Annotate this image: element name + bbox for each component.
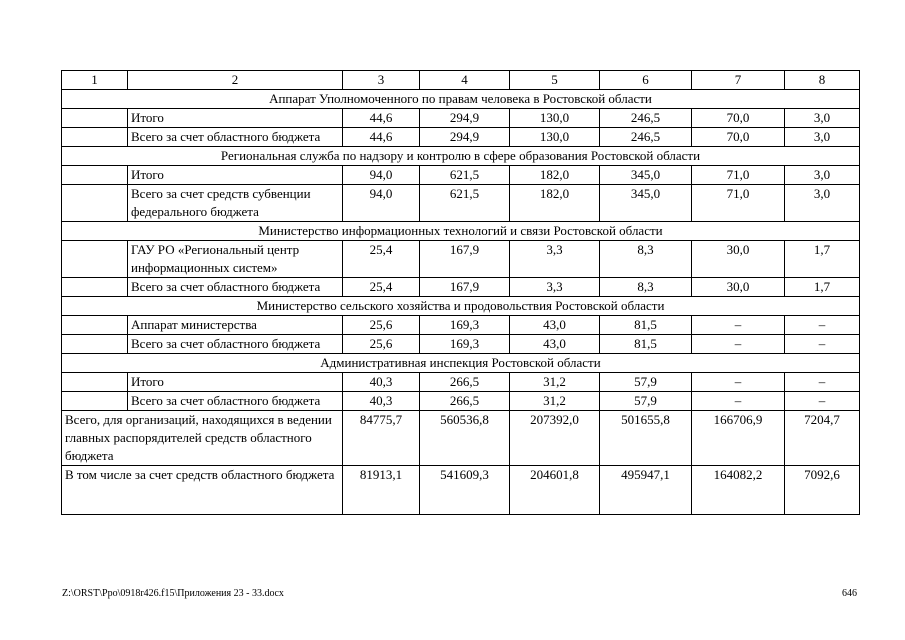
table-row xyxy=(62,316,860,335)
value-cell: 266,5 xyxy=(420,373,510,392)
total-value-cell: 541609,3 xyxy=(420,466,510,515)
value-cell: 345,0 xyxy=(600,166,692,185)
table-row xyxy=(62,241,860,278)
total-value-cell: 166706,9 xyxy=(692,411,785,466)
section-title-row xyxy=(62,222,860,241)
total-value-cell: 207392,0 xyxy=(510,411,600,466)
footer-file-path: Z:\ORST\Ppo\0918r426.f15\Приложения 23 - 33.docx xyxy=(62,588,284,599)
value-cell: 81,5 xyxy=(600,316,692,335)
section-title-row xyxy=(62,297,860,316)
value-cell: 43,0 xyxy=(510,335,600,354)
total-value-cell: 495947,1 xyxy=(600,466,692,515)
total-row xyxy=(62,466,860,515)
value-cell: 25,6 xyxy=(343,316,420,335)
section-title: Административная инспекция Ростовской области xyxy=(62,354,860,373)
total-value-cell: 204601,8 xyxy=(510,466,600,515)
table-row xyxy=(62,109,860,128)
value-cell: – xyxy=(785,316,860,335)
value-cell: 621,5 xyxy=(420,185,510,222)
value-cell: 3,0 xyxy=(785,166,860,185)
value-cell: 70,0 xyxy=(692,109,785,128)
row-label: Всего за счет областного бюджета xyxy=(128,335,343,354)
total-value-cell: 560536,8 xyxy=(420,411,510,466)
empty-cell xyxy=(62,373,128,392)
total-value-cell: 501655,8 xyxy=(600,411,692,466)
value-cell: 30,0 xyxy=(692,278,785,297)
total-value-cell: 164082,2 xyxy=(692,466,785,515)
row-label: Всего за счет областного бюджета xyxy=(128,278,343,297)
value-cell: 246,5 xyxy=(600,109,692,128)
table-row xyxy=(62,278,860,297)
empty-cell xyxy=(62,278,128,297)
empty-cell xyxy=(62,392,128,411)
data-table xyxy=(61,70,860,515)
value-cell: 130,0 xyxy=(510,128,600,147)
footer-page-number: 646 xyxy=(842,588,857,599)
empty-cell xyxy=(62,166,128,185)
value-cell: 345,0 xyxy=(600,185,692,222)
value-cell: 294,9 xyxy=(420,109,510,128)
value-cell: – xyxy=(785,373,860,392)
value-cell: – xyxy=(692,335,785,354)
value-cell: 57,9 xyxy=(600,373,692,392)
total-value-cell: 81913,1 xyxy=(343,466,420,515)
header-cell: 8 xyxy=(785,71,860,90)
section-title: Аппарат Уполномоченного по правам человека в Ростовской области xyxy=(62,90,860,109)
section-title: Региональная служба по надзору и контролю в сфере образования Ростовской области xyxy=(62,147,860,166)
value-cell: 43,0 xyxy=(510,316,600,335)
value-cell: 1,7 xyxy=(785,241,860,278)
total-label: Всего, для организаций, находящихся в ведении главных распорядителей средств областного бюджета xyxy=(62,411,343,466)
header-cell: 3 xyxy=(343,71,420,90)
header-cell: 2 xyxy=(128,71,343,90)
value-cell: – xyxy=(785,392,860,411)
total-value-cell: 84775,7 xyxy=(343,411,420,466)
value-cell: 246,5 xyxy=(600,128,692,147)
row-label: Итого xyxy=(128,166,343,185)
value-cell: 621,5 xyxy=(420,166,510,185)
value-cell: 44,6 xyxy=(343,128,420,147)
row-label: Итого xyxy=(128,109,343,128)
value-cell: 1,7 xyxy=(785,278,860,297)
value-cell: 81,5 xyxy=(600,335,692,354)
row-label: Всего за счет областного бюджета xyxy=(128,392,343,411)
value-cell: 71,0 xyxy=(692,185,785,222)
header-cell: 4 xyxy=(420,71,510,90)
row-label: Итого xyxy=(128,373,343,392)
table-row xyxy=(62,166,860,185)
value-cell: 30,0 xyxy=(692,241,785,278)
header-cell: 5 xyxy=(510,71,600,90)
header-cell: 1 xyxy=(62,71,128,90)
value-cell: 57,9 xyxy=(600,392,692,411)
value-cell: 70,0 xyxy=(692,128,785,147)
value-cell: 3,3 xyxy=(510,241,600,278)
value-cell: 182,0 xyxy=(510,166,600,185)
row-label: Аппарат министерства xyxy=(128,316,343,335)
total-value-cell: 7204,7 xyxy=(785,411,860,466)
empty-cell xyxy=(62,185,128,222)
table-row xyxy=(62,128,860,147)
value-cell: 44,6 xyxy=(343,109,420,128)
section-title-row xyxy=(62,147,860,166)
section-title: Министерство сельского хозяйства и продовольствия Ростовской области xyxy=(62,297,860,316)
empty-cell xyxy=(62,241,128,278)
table-row xyxy=(62,373,860,392)
value-cell: 182,0 xyxy=(510,185,600,222)
table-row xyxy=(62,185,860,222)
section-title: Министерство информационных технологий и связи Ростовской области xyxy=(62,222,860,241)
table-row xyxy=(62,392,860,411)
value-cell: 266,5 xyxy=(420,392,510,411)
value-cell: 8,3 xyxy=(600,278,692,297)
header-row xyxy=(62,71,860,90)
value-cell: 130,0 xyxy=(510,109,600,128)
value-cell: 40,3 xyxy=(343,392,420,411)
value-cell: 94,0 xyxy=(343,166,420,185)
value-cell: 167,9 xyxy=(420,278,510,297)
value-cell: 294,9 xyxy=(420,128,510,147)
value-cell: 25,4 xyxy=(343,278,420,297)
empty-cell xyxy=(62,128,128,147)
header-cell: 7 xyxy=(692,71,785,90)
table-row xyxy=(62,335,860,354)
value-cell: 3,3 xyxy=(510,278,600,297)
value-cell: 31,2 xyxy=(510,392,600,411)
empty-cell xyxy=(62,109,128,128)
row-label: Всего за счет средств субвенции федерального бюджета xyxy=(128,185,343,222)
value-cell: – xyxy=(692,373,785,392)
value-cell: 8,3 xyxy=(600,241,692,278)
value-cell: – xyxy=(692,316,785,335)
value-cell: 167,9 xyxy=(420,241,510,278)
row-label: ГАУ РО «Региональный центр информационных систем» xyxy=(128,241,343,278)
value-cell: 40,3 xyxy=(343,373,420,392)
empty-cell xyxy=(62,335,128,354)
header-cell: 6 xyxy=(600,71,692,90)
value-cell: – xyxy=(785,335,860,354)
value-cell: 169,3 xyxy=(420,335,510,354)
value-cell: 169,3 xyxy=(420,316,510,335)
section-title-row xyxy=(62,90,860,109)
value-cell: – xyxy=(692,392,785,411)
row-label: Всего за счет областного бюджета xyxy=(128,128,343,147)
total-value-cell: 7092,6 xyxy=(785,466,860,515)
value-cell: 31,2 xyxy=(510,373,600,392)
value-cell: 3,0 xyxy=(785,109,860,128)
value-cell: 94,0 xyxy=(343,185,420,222)
value-cell: 71,0 xyxy=(692,166,785,185)
value-cell: 25,6 xyxy=(343,335,420,354)
table-body xyxy=(62,71,860,515)
total-label: В том числе за счет средств областного бюджета xyxy=(62,466,343,515)
empty-cell xyxy=(62,316,128,335)
value-cell: 3,0 xyxy=(785,128,860,147)
section-title-row xyxy=(62,354,860,373)
value-cell: 25,4 xyxy=(343,241,420,278)
value-cell: 3,0 xyxy=(785,185,860,222)
total-row xyxy=(62,411,860,466)
